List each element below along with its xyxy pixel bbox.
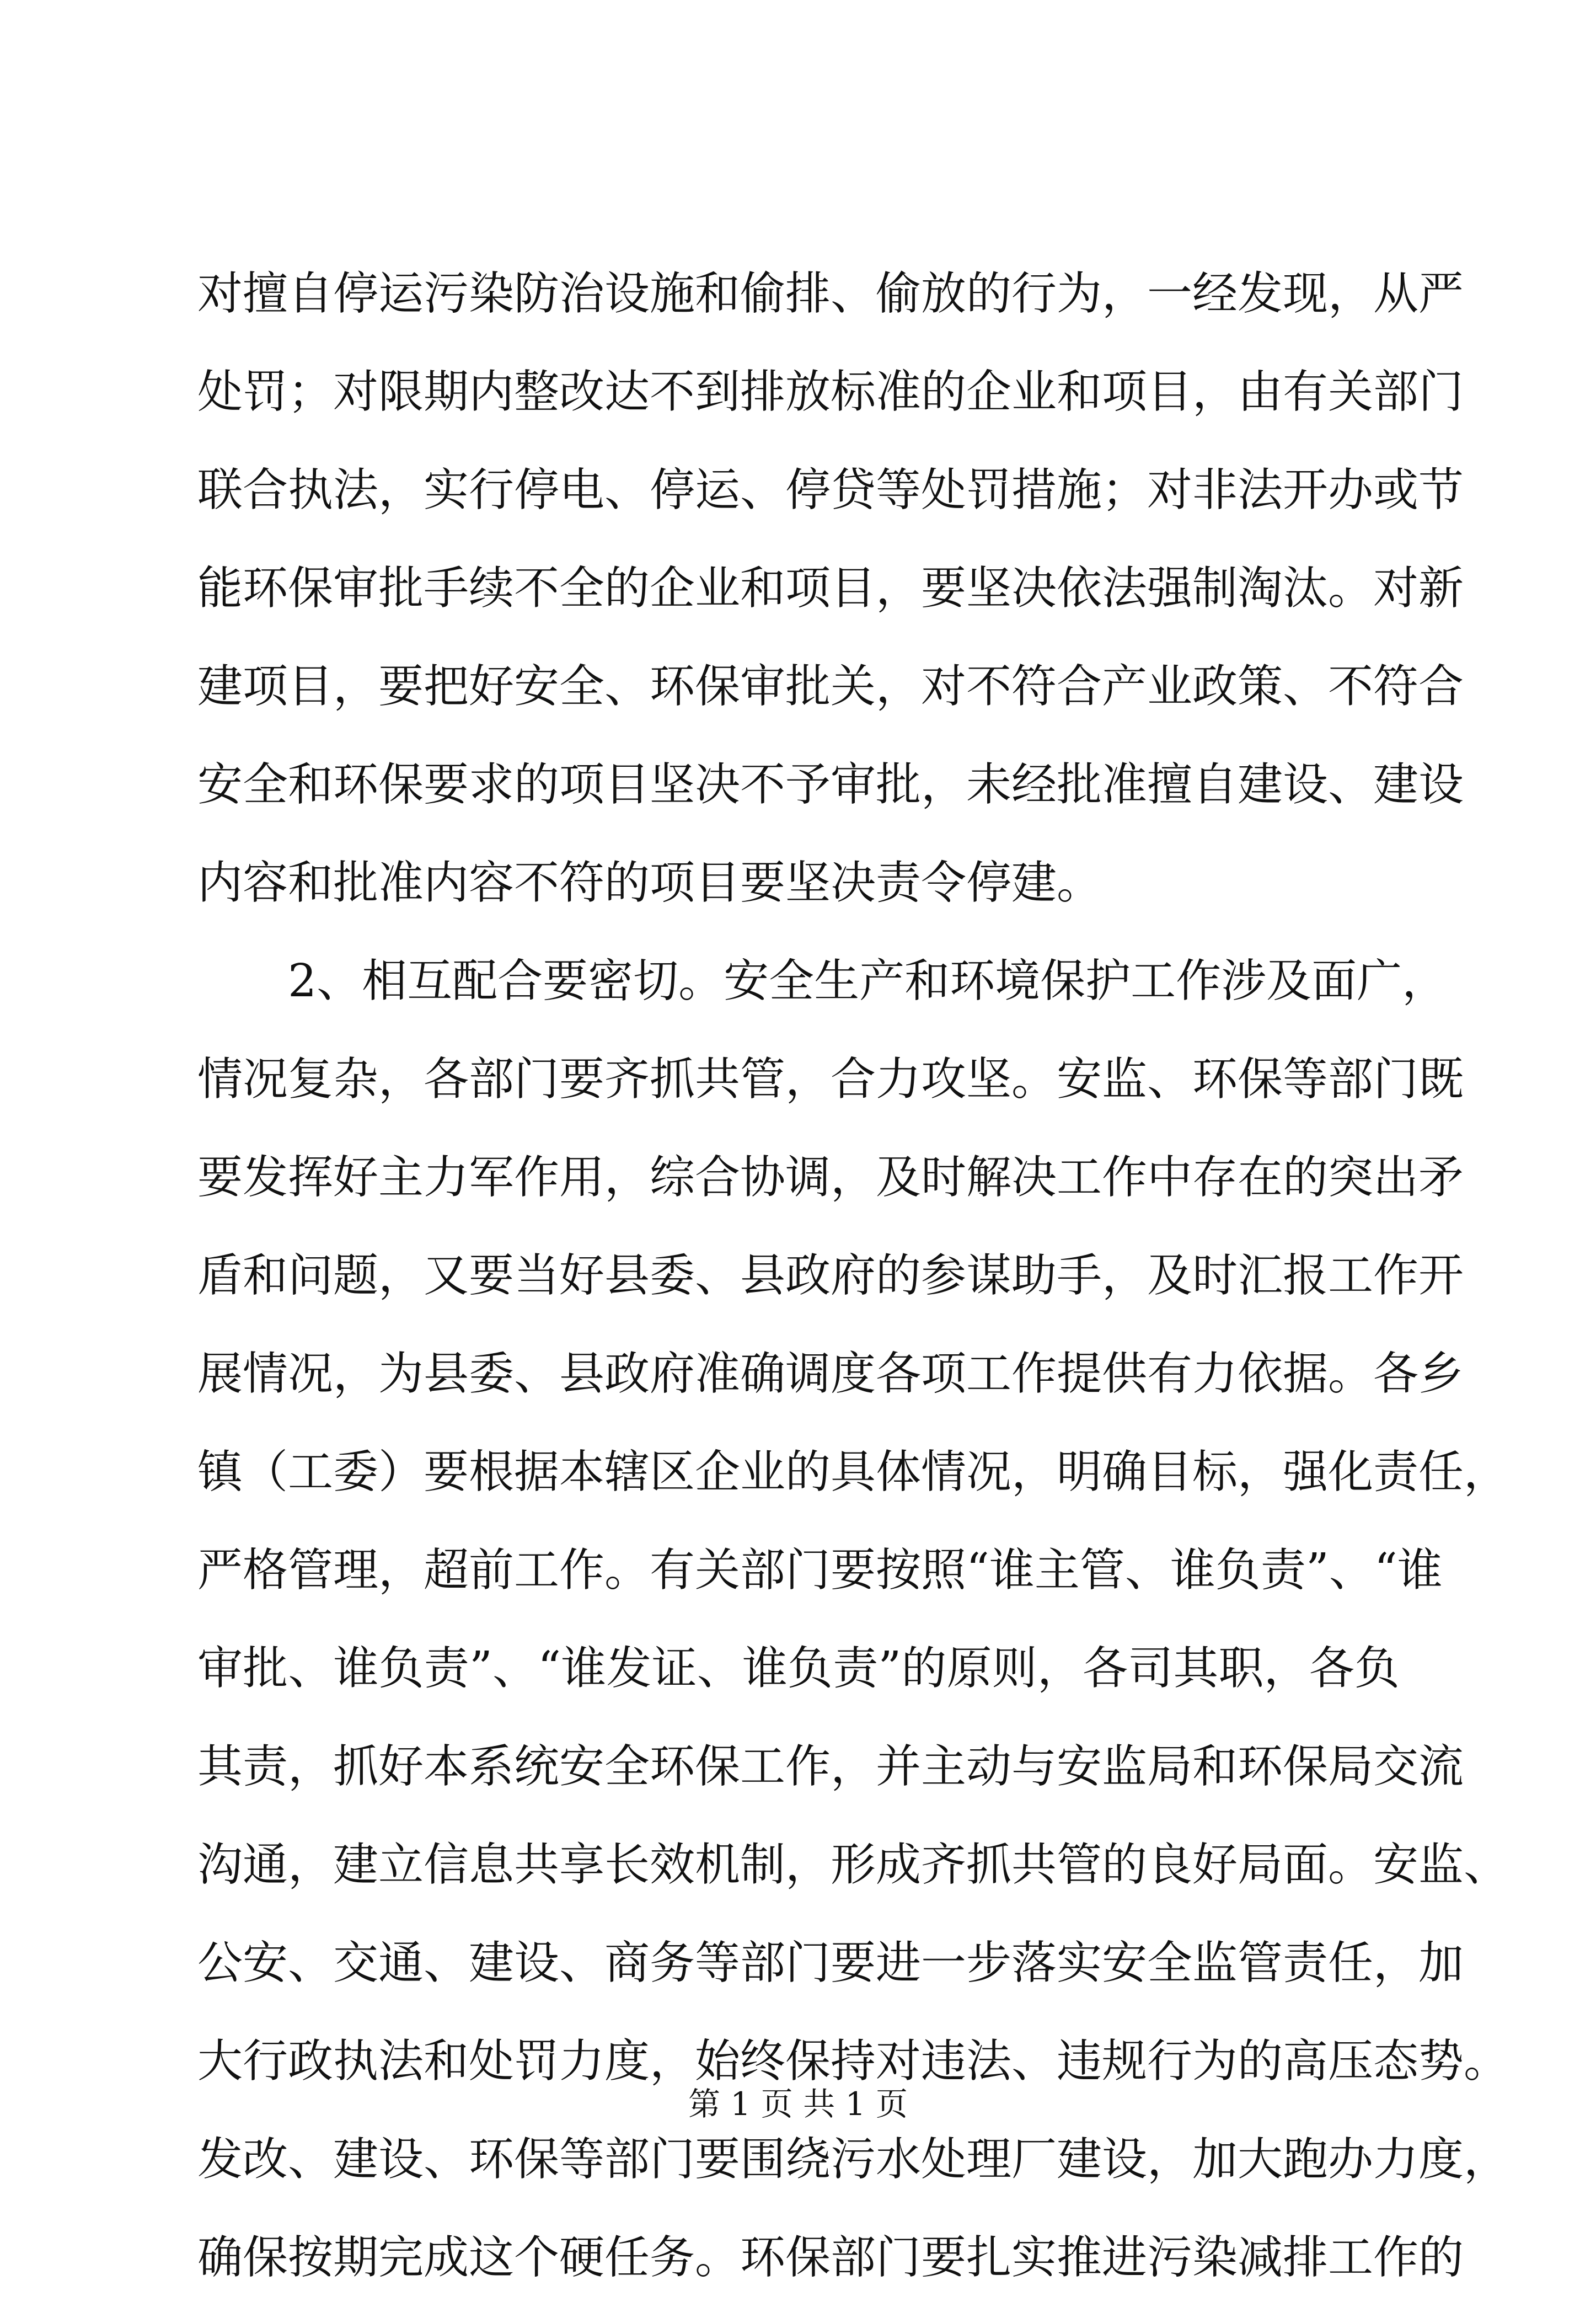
text-line: 处罚；对限期内整改达不到排放标准的企业和项目，由有关部门 [197, 366, 1464, 418]
text-line: 能环保审批手续不全的企业和项目，要坚决依法强制淘汰。对新 [197, 562, 1464, 615]
text-line: 大行政执法和处罚力度，始终保持对违法、违规行为的高压态势。 [197, 2035, 1509, 2087]
text-line: 安全和环保要求的项目坚决不予审批，未经批准擅自建设、建设 [197, 759, 1464, 811]
text-line: 严格管理，超前工作。有关部门要按照“谁主管、谁负责”、“谁 [197, 1544, 1443, 1596]
text-line: 其责，抓好本系统安全环保工作，并主动与安监局和环保局交流 [197, 1740, 1464, 1793]
text-line: 建项目，要把好安全、环保审批关，对不符合产业政策、不符合 [197, 660, 1464, 713]
text-line: 情况复杂，各部门要齐抓共管，合力攻坚。安监、环保等部门既 [197, 1053, 1464, 1106]
text-line: 镇（工委）要根据本辖区企业的具体情况，明确目标，强化责任， [197, 1446, 1509, 1498]
text-line: 确保按期完成这个硬任务。环保部门要扎实推进污染减排工作的 [197, 2231, 1464, 2284]
text-line: 联合执法，实行停电、停运、停贷等处罚措施；对非法开办或节 [197, 464, 1464, 516]
text-line: 公安、交通、建设、商务等部门要进一步落实安全监管责任，加 [197, 1937, 1464, 1989]
text-line: 审批、谁负责”、“谁发证、谁负责”的原则，各司其职，各负 [197, 1642, 1400, 1695]
body-text [197, 245, 1509, 2307]
text-line: 发改、建设、环保等部门要围绕污水处理厂建设，加大跑办力度， [197, 2133, 1509, 2186]
text-line: 对擅自停运污染防治设施和偷排、偷放的行为，一经发现，从严 [197, 268, 1464, 320]
page-footer [0, 2082, 1596, 2126]
text-line: 内容和批准内容不符的项目要坚决责令停建。 [197, 857, 1102, 909]
text-line: 盾和问题，又要当好县委、县政府的参谋助手，及时汇报工作开 [197, 1249, 1464, 1302]
text-line: 沟通，建立信息共享长效机制，形成齐抓共管的良好局面。安监、 [197, 1839, 1509, 1891]
page-number-label: 第 1 页 共 1 页 [688, 2085, 908, 2123]
text-line: 展情况，为县委、县政府准确调度各项工作提供有力依据。各乡 [197, 1348, 1464, 1400]
text-line: 2、相互配合要密切。安全生产和环境保护工作涉及面广， [197, 955, 1448, 1007]
text-line: 要发挥好主力军作用，综合协调，及时解决工作中存在的突出矛 [197, 1151, 1464, 1204]
